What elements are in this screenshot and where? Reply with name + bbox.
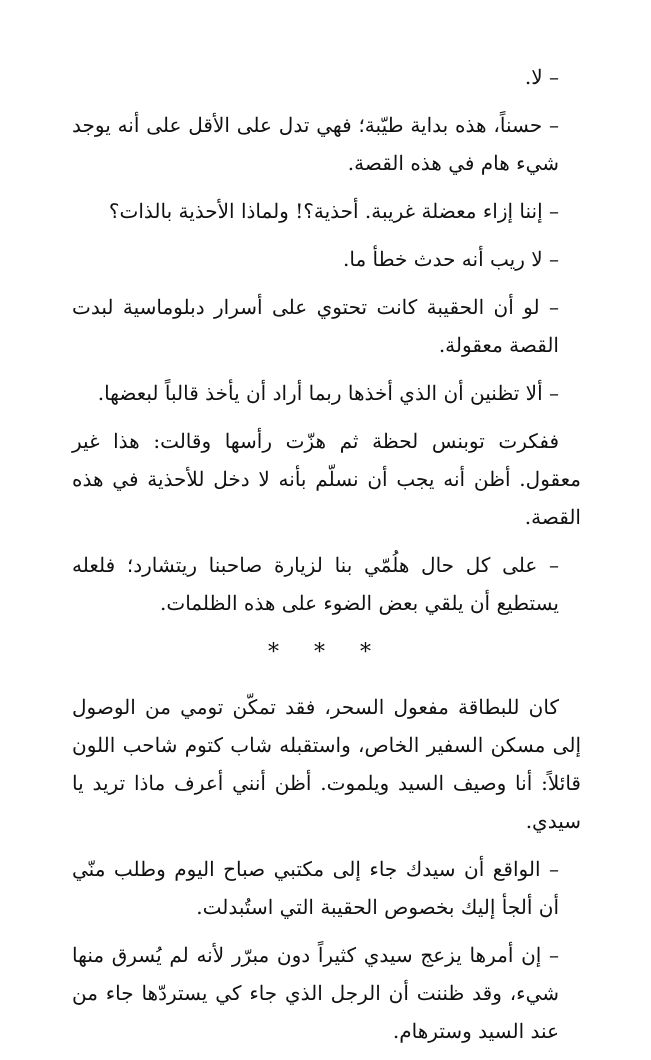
book-page [72, 58, 581, 1060]
dialogue-paragraph: – إن أمرها يزعج سيدي كثيراً دون مبرّر لأنه لم يُسرق منها شيء، وقد ظننت أن الرجل الذي جاء كي يستردّها جاء من عند السيد وسترهام. [72, 943, 559, 1043]
dialogue-paragraph: – الواقع أن سيدك جاء إلى مكتبي صباح اليوم وطلب منّي أن ألجأ إليك بخصوص الحقيبة التي استُبدلت. [72, 857, 559, 919]
dialogue-paragraph: – ألا تظنين أن الذي أخذها ربما أراد أن يأخذ قالباً لبعضها. [97, 381, 559, 405]
narrative-paragraph: ففكرت توبنس لحظة ثم هزّت رأسها وقالت: هذا غير معقول. أظن أنه يجب أن نسلّم بأنه لا دخل للأحذية في هذه القصة. [72, 429, 581, 529]
section-separator: * * * [268, 640, 385, 665]
dialogue-paragraph: – لو أن الحقيبة كانت تحتوي على أسرار دبلوماسية لبدت القصة معقولة. [72, 295, 559, 357]
dialogue-paragraph: – لا ريب أنه حدث خطأ ما. [343, 247, 559, 271]
dialogue-paragraph: – حسناً، هذه بداية طيّبة؛ فهي تدل على الأقل على أنه يوجد شيء هام في هذه القصة. [72, 113, 559, 175]
narrative-paragraph: كان للبطاقة مفعول السحر، فقد تمكّن تومي من الوصول إلى مسكن السفير الخاص، واستقبله شاب كتوم شاحب اللون قائلاً: أنا وصيف السيد ويلموت. أظن أنني أعرف ماذا تريد يا سيدي. [72, 695, 581, 833]
dialogue-paragraph: – إننا إزاء معضلة غريبة. أحذية؟! ولماذا الأحذية بالذات؟ [108, 199, 559, 223]
dialogue-paragraph: – لا. [524, 65, 559, 89]
dialogue-paragraph: – على كل حال هلُمّي بنا لزيارة صاحبنا ريتشارد؛ فلعله يستطيع أن يلقي بعض الضوء على هذه الظلمات. [72, 553, 559, 615]
